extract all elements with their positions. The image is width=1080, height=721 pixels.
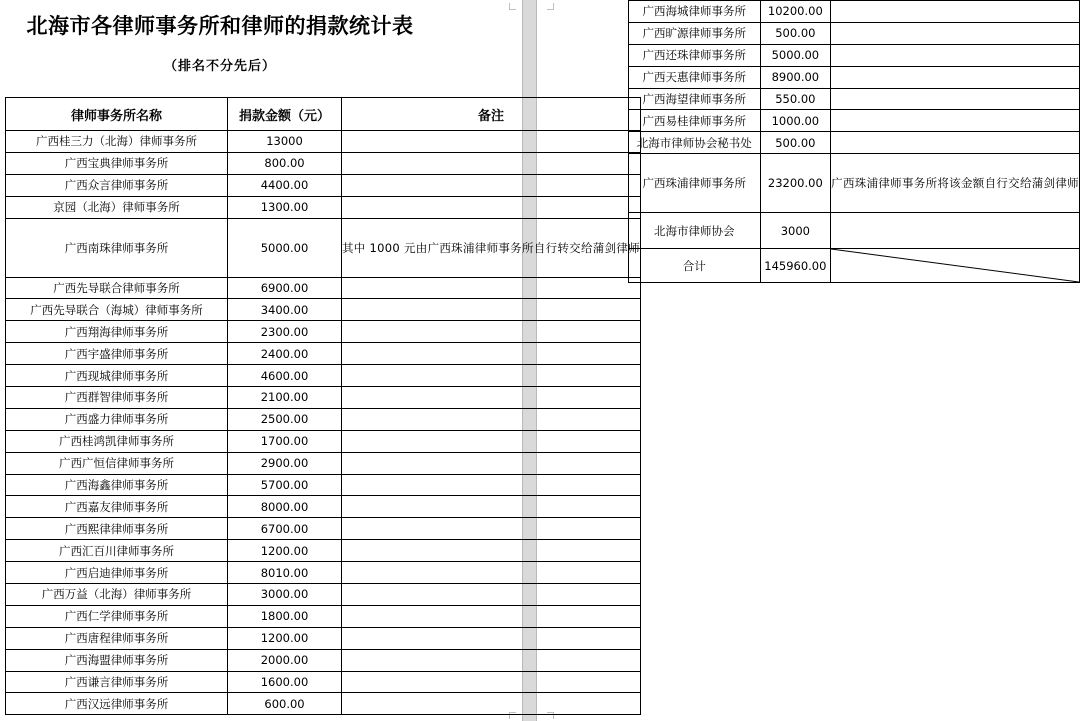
remarks-cell: [831, 66, 1080, 88]
firm-name-cell: 广西谦言律师事务所: [6, 671, 228, 693]
table-row: [6, 627, 641, 649]
table-row: [629, 22, 1080, 44]
firm-name-cell: 广西盛力律师事务所: [6, 408, 228, 430]
firm-name-cell: 广西万益（北海）律师事务所: [6, 584, 228, 606]
crop-mark: [509, 3, 516, 10]
remarks-cell: [831, 22, 1080, 44]
header-remarks: 备注: [342, 98, 641, 131]
amount-cell: 1300.00: [228, 196, 342, 218]
firm-name-cell: 广西海鑫律师事务所: [6, 474, 228, 496]
table-row: [6, 343, 641, 365]
amount-cell: 10200.00: [760, 1, 831, 23]
header-firm-name: 律师事务所名称: [6, 98, 228, 131]
firm-name-cell: 广西易桂律师事务所: [629, 110, 761, 132]
amount-cell: 5700.00: [228, 474, 342, 496]
amount-cell: 1700.00: [228, 430, 342, 452]
remarks-cell: [342, 299, 641, 321]
firm-name-cell: 广西群智律师事务所: [6, 387, 228, 409]
table-row: [6, 693, 641, 715]
firm-name-cell: 广西天惠律师事务所: [629, 66, 761, 88]
table-row: [6, 387, 641, 409]
table-row: [6, 562, 641, 584]
total-label: 合计: [629, 249, 761, 283]
amount-cell: 8900.00: [760, 66, 831, 88]
table-row: [6, 131, 641, 153]
remarks-cell: [342, 562, 641, 584]
remarks-cell: [342, 408, 641, 430]
amount-cell: 2000.00: [228, 649, 342, 671]
remarks-cell: [342, 196, 641, 218]
firm-name-cell: 广西珠浦律师事务所: [629, 154, 761, 213]
firm-name-cell: 京园（北海）律师事务所: [6, 196, 228, 218]
remarks-cell: [342, 343, 641, 365]
table-row: [6, 496, 641, 518]
amount-cell: 550.00: [760, 88, 831, 110]
firm-name-cell: 广西海盟律师事务所: [6, 649, 228, 671]
remarks-cell: [831, 110, 1080, 132]
amount-cell: 23200.00: [760, 154, 831, 213]
table-row: [629, 154, 1080, 213]
firm-name-cell: 北海市律师协会: [629, 213, 761, 249]
table-row: [6, 649, 641, 671]
amount-cell: 3400.00: [228, 299, 342, 321]
firm-name-cell: 广西启迪律师事务所: [6, 562, 228, 584]
remarks-cell: [342, 605, 641, 627]
amount-cell: 800.00: [228, 152, 342, 174]
firm-name-cell: 广西汇百川律师事务所: [6, 540, 228, 562]
amount-cell: 500.00: [760, 22, 831, 44]
remarks-cell: [342, 649, 641, 671]
remarks-cell: [342, 365, 641, 387]
total-row: [629, 249, 1080, 283]
remarks-cell: [342, 474, 641, 496]
firm-name-cell: 广西众言律师事务所: [6, 174, 228, 196]
crop-mark: [547, 3, 554, 10]
firm-name-cell: 广西海城律师事务所: [629, 1, 761, 23]
table-row: [629, 44, 1080, 66]
table-row: [6, 299, 641, 321]
amount-cell: 5000.00: [228, 218, 342, 277]
table-row: [6, 474, 641, 496]
amount-cell: 8010.00: [228, 562, 342, 584]
firm-name-cell: 广西桂鸿凯律师事务所: [6, 430, 228, 452]
table-row: [6, 584, 641, 606]
firm-name-cell: 广西南珠律师事务所: [6, 218, 228, 277]
remarks-cell: [342, 671, 641, 693]
firm-name-cell: 广西还珠律师事务所: [629, 44, 761, 66]
document-title: 北海市各律师事务所和律师的捐款统计表: [26, 14, 414, 38]
donation-table-left: [5, 97, 641, 715]
total-remarks-slashed: [831, 249, 1080, 283]
remarks-cell: 其中 1000 元由广西珠浦律师事务所自行转交给蒲剑律师: [342, 218, 641, 277]
table-row: [6, 430, 641, 452]
remarks-cell: [342, 430, 641, 452]
amount-cell: 2500.00: [228, 408, 342, 430]
firm-name-cell: 广西海望律师事务所: [629, 88, 761, 110]
amount-cell: 6700.00: [228, 518, 342, 540]
firm-name-cell: 北海市律师协会秘书处: [629, 132, 761, 154]
amount-cell: 1600.00: [228, 671, 342, 693]
remarks-cell: [342, 627, 641, 649]
remarks-cell: [342, 693, 641, 715]
table-row: [6, 408, 641, 430]
total-amount: 145960.00: [760, 249, 831, 283]
remarks-cell: [831, 132, 1080, 154]
remarks-cell: [831, 44, 1080, 66]
table-row: [6, 452, 641, 474]
amount-cell: 600.00: [228, 693, 342, 715]
firm-name-cell: 广西先导联合（海城）律师事务所: [6, 299, 228, 321]
amount-cell: 2400.00: [228, 343, 342, 365]
document-subtitle: （排名不分先后）: [163, 59, 276, 74]
table-row: [6, 277, 641, 299]
amount-cell: 2900.00: [228, 452, 342, 474]
remarks-cell: [831, 213, 1080, 249]
amount-cell: 1000.00: [760, 110, 831, 132]
table-row: [629, 132, 1080, 154]
firm-name-cell: 广西嘉友律师事务所: [6, 496, 228, 518]
firm-name-cell: 广西唐程律师事务所: [6, 627, 228, 649]
firm-name-cell: 广西宇盛律师事务所: [6, 343, 228, 365]
table-row: [629, 66, 1080, 88]
firm-name-cell: 广西熙律律师事务所: [6, 518, 228, 540]
amount-cell: 4600.00: [228, 365, 342, 387]
table-row: [6, 365, 641, 387]
remarks-cell: [342, 277, 641, 299]
table-row: [6, 218, 641, 277]
amount-cell: 5000.00: [760, 44, 831, 66]
firm-name-cell: 广西广恒信律师事务所: [6, 452, 228, 474]
remarks-cell: [342, 584, 641, 606]
remarks-cell: [342, 452, 641, 474]
table-row: [6, 671, 641, 693]
table-row: [6, 152, 641, 174]
table-row: [6, 174, 641, 196]
amount-cell: 1200.00: [228, 627, 342, 649]
table-row: [6, 518, 641, 540]
diagonal-line: [831, 249, 1079, 282]
firm-name-cell: 广西旷源律师事务所: [629, 22, 761, 44]
table-row: [629, 110, 1080, 132]
amount-cell: 2100.00: [228, 387, 342, 409]
donation-table-right: [628, 0, 1080, 283]
firm-name-cell: 广西先导联合律师事务所: [6, 277, 228, 299]
amount-cell: 4400.00: [228, 174, 342, 196]
header-amount: 捐款金额（元）: [228, 98, 342, 131]
amount-cell: 500.00: [760, 132, 831, 154]
remarks-cell: [342, 496, 641, 518]
firm-name-cell: 广西宝典律师事务所: [6, 152, 228, 174]
amount-cell: 1200.00: [228, 540, 342, 562]
remarks-cell: [342, 321, 641, 343]
firm-name-cell: 广西现城律师事务所: [6, 365, 228, 387]
amount-cell: 2300.00: [228, 321, 342, 343]
amount-cell: 6900.00: [228, 277, 342, 299]
table-row: [6, 540, 641, 562]
amount-cell: 13000: [228, 131, 342, 153]
table-header-row: [6, 98, 641, 131]
amount-cell: 1800.00: [228, 605, 342, 627]
remarks-cell: 广西珠浦律师事务所将该金额自行交给蒲剑律师: [831, 154, 1080, 213]
table-row: [629, 88, 1080, 110]
remarks-cell: [342, 152, 641, 174]
table-row: [6, 605, 641, 627]
table-row: [6, 321, 641, 343]
table-row: [6, 196, 641, 218]
table-row: [629, 1, 1080, 23]
amount-cell: 3000.00: [228, 584, 342, 606]
firm-name-cell: 广西桂三力（北海）律师事务所: [6, 131, 228, 153]
remarks-cell: [342, 131, 641, 153]
remarks-cell: [342, 518, 641, 540]
remarks-cell: [342, 540, 641, 562]
firm-name-cell: 广西翔海律师事务所: [6, 321, 228, 343]
firm-name-cell: 广西汉远律师事务所: [6, 693, 228, 715]
remarks-cell: [342, 387, 641, 409]
amount-cell: 3000: [760, 213, 831, 249]
firm-name-cell: 广西仁学律师事务所: [6, 605, 228, 627]
remarks-cell: [831, 1, 1080, 23]
amount-cell: 8000.00: [228, 496, 342, 518]
remarks-cell: [831, 88, 1080, 110]
remarks-cell: [342, 174, 641, 196]
table-row: [629, 213, 1080, 249]
